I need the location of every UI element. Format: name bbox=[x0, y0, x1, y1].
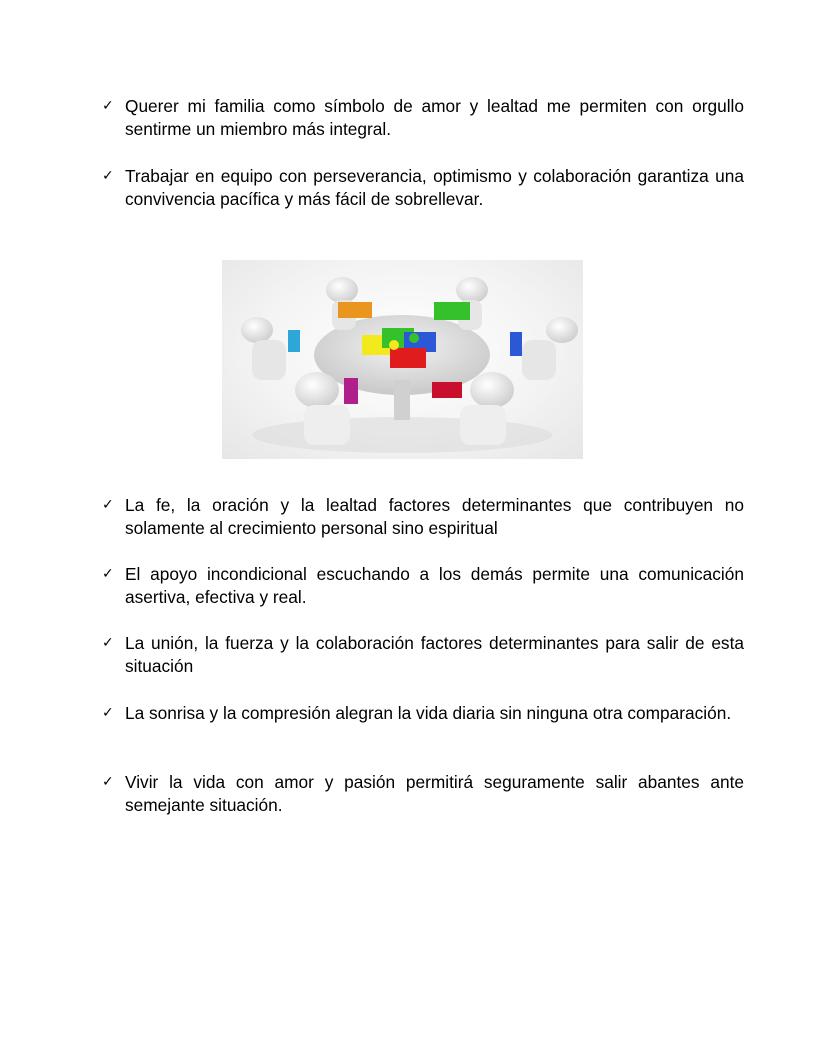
bullet-text: La sonrisa y la compresión alegran la vida diaria sin ninguna otra comparación. bbox=[125, 703, 732, 723]
bullet-text: Querer mi familia como símbolo de amor y lealtad me permiten con orgullo sentirme un miembro más integral. bbox=[125, 96, 744, 139]
bullet-text: Trabajar en equipo con perseverancia, optimismo y colaboración garantiza una convivencia pacífica y más fácil de sobrellevar. bbox=[125, 166, 744, 209]
puzzle-team-illustration-icon bbox=[222, 260, 583, 459]
bullet-text: El apoyo incondicional escuchando a los demás permite una comunicación asertiva, efectiva y real. bbox=[125, 564, 744, 607]
checkmark-icon: ✓ bbox=[102, 774, 114, 790]
bullet-text: Vivir la vida con amor y pasión permitirá seguramente salir abantes ante semejante situación. bbox=[125, 772, 744, 815]
bullet-item bbox=[102, 702, 744, 725]
bullet-text: La unión, la fuerza y la colaboración factores determinantes para salir de esta situación bbox=[125, 633, 744, 676]
teamwork-puzzle-image bbox=[222, 260, 583, 459]
bullet-text: La fe, la oración y la lealtad factores determinantes que contribuyen no solamente al crecimiento personal sino espiritual bbox=[125, 495, 744, 538]
checkmark-icon: ✓ bbox=[102, 566, 114, 582]
bullet-item bbox=[102, 494, 744, 540]
checkmark-icon: ✓ bbox=[102, 168, 114, 184]
checkmark-icon: ✓ bbox=[102, 635, 114, 651]
checkmark-icon: ✓ bbox=[102, 98, 114, 114]
bullet-item bbox=[102, 771, 744, 817]
checkmark-icon: ✓ bbox=[102, 497, 114, 513]
bullet-item bbox=[102, 165, 744, 211]
bullet-item bbox=[102, 632, 744, 678]
checkmark-icon: ✓ bbox=[102, 705, 114, 721]
bullet-item bbox=[102, 95, 744, 141]
bullet-item bbox=[102, 563, 744, 609]
